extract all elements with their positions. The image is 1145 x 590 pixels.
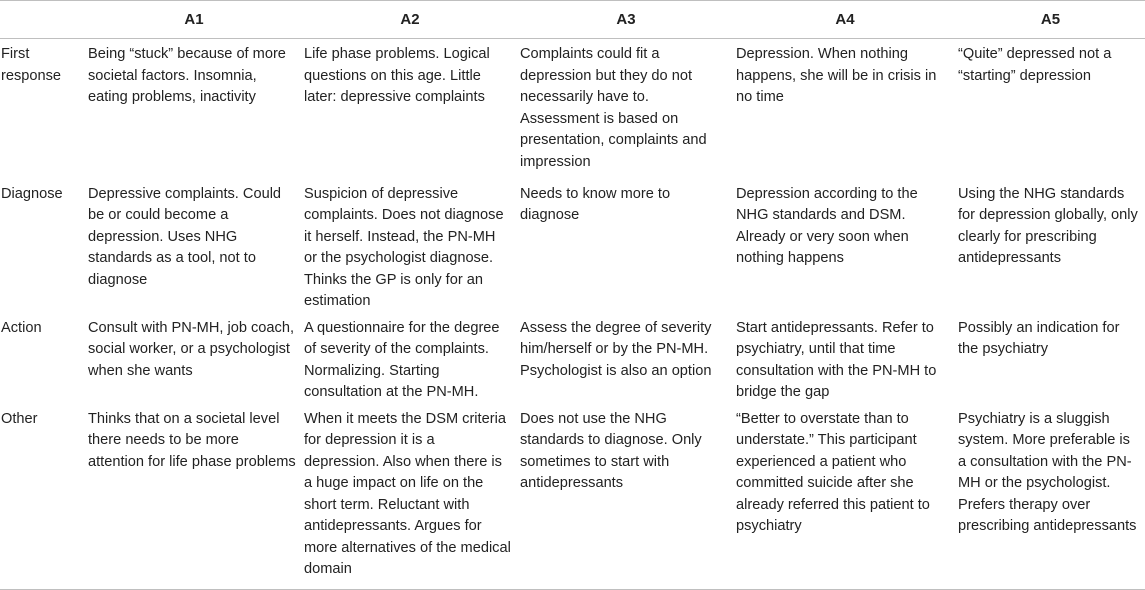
table-cell: Possibly an indication for the psychiatry: [958, 319, 1120, 357]
header-cell-a3: A3: [616, 10, 636, 28]
table-cell: Using the NHG standards for depression globally, only clearly for prescribing antidepressants: [958, 185, 1138, 266]
row-label-other: Other: [0, 404, 86, 590]
table-row: [0, 404, 1145, 590]
table-cell: “Better to overstate than to understate.” This participant experienced a patient who committed suicide after she already referred this patient to psychiatry: [734, 404, 956, 590]
table-cell: Suspicion of depressive complaints. Does not diagnose it herself. Instead, the PN-MH or the psychologist diagnose. Thinks the GP is only for an estimation: [304, 185, 504, 309]
table-cell: A questionnaire for the degree of severity of the complaints. Normalizing. Starting consultation at the PN-MH.: [304, 319, 500, 400]
row-label-action: Action: [1, 319, 42, 336]
header-cell-a1: A1: [184, 10, 204, 28]
table-cell: Complaints could fit a depression but they do not necessarily have to. Assessment is based on presentation, complaints and impression: [520, 46, 707, 170]
table-cell: Depression according to the NHG standards and DSM. Already or very soon when nothing happens: [736, 185, 918, 266]
table-row: [0, 39, 1145, 179]
table-cell: Assess the degree of severity him/herself or by the PN-MH. Psychologist is also an option: [520, 319, 712, 379]
table-cell: Start antidepressants. Refer to psychiatry, until that time consultation with the PN-MH to bridge the gap: [736, 319, 937, 400]
header-cell-empty: [0, 1, 86, 39]
table-cell: Needs to know more to diagnose: [520, 185, 671, 223]
table-header-row: [0, 1, 1145, 39]
table-cell: Psychiatry is a sluggish system. More preferable is a consultation with the PN-MH or the psychologist. Prefers therapy over prescribing antidepressants: [956, 404, 1145, 590]
table-cell: Consult with PN-MH, job coach, social worker, or a psychologist when she wants: [88, 319, 295, 379]
row-label-diagnose: Diagnose: [1, 185, 63, 202]
table-cell: Depressive complaints. Could be or could become a depression. Uses NHG standards as a tool, not to diagnose: [88, 185, 282, 288]
table-cell: Thinks that on a societal level there needs to be more attention for life phase problems: [86, 404, 302, 590]
header-cell-a4: A4: [835, 10, 855, 28]
header-cell-a5: A5: [1040, 10, 1061, 28]
table-row: [0, 179, 1145, 313]
header-cell-a2: A2: [400, 10, 420, 28]
table-cell: Depression. When nothing happens, she will be in crisis in no time: [736, 46, 937, 105]
table-cell: Does not use the NHG standards to diagnose. Only sometimes to start with antidepressants: [518, 404, 734, 590]
table-cell: Life phase problems. Logical questions on this age. Little later: depressive complaints: [304, 46, 490, 105]
table-row: [0, 313, 1145, 404]
table-cell: “Quite” depressed not a “starting” depression: [958, 46, 1112, 84]
row-label-first-response: First response: [1, 46, 62, 84]
table-cell: Being “stuck” because of more societal factors. Insomnia, eating problems, inactivity: [88, 46, 286, 105]
table-cell: When it meets the DSM criteria for depression it is a depression. Also when there is a huge impact on life on the short term. Reluctant with antidepressants. Argues for more alternatives of the medical domain: [302, 404, 518, 590]
